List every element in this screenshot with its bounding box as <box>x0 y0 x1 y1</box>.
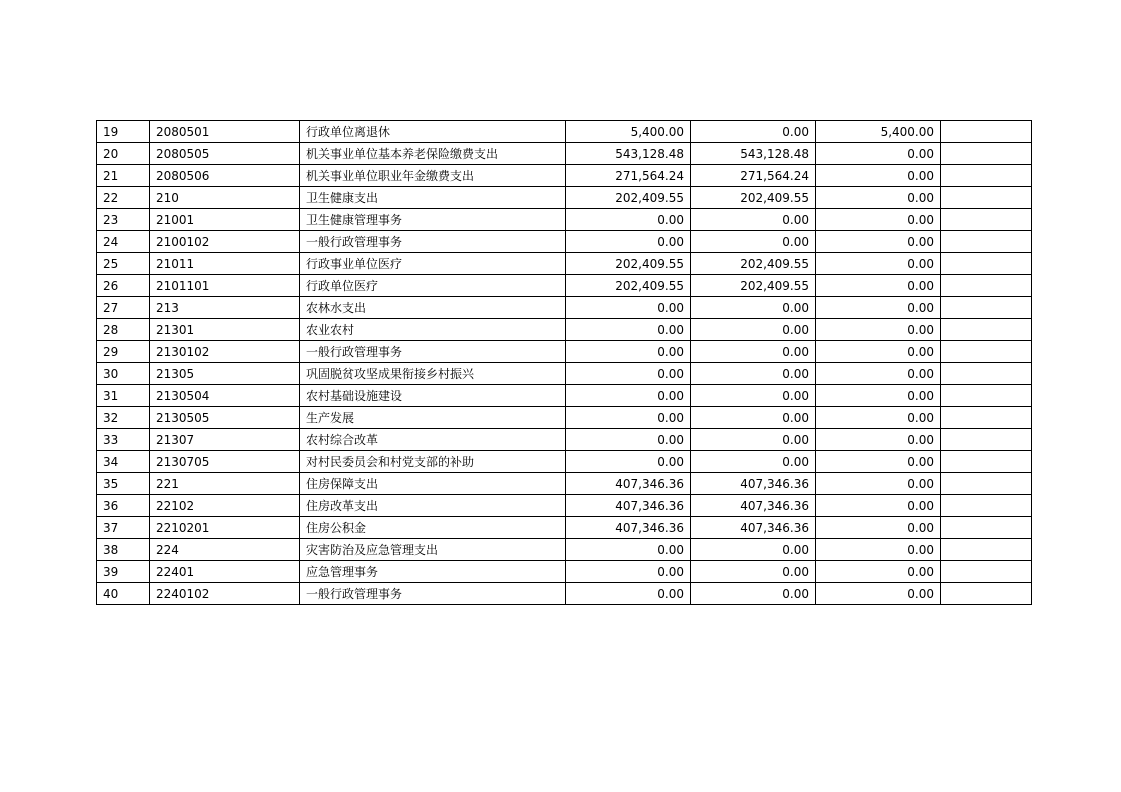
total-amount-cell: 202,409.55 <box>566 187 691 209</box>
total-amount-cell: 407,346.36 <box>566 517 691 539</box>
subject-name-cell: 行政单位离退休 <box>300 121 566 143</box>
project-expenditure-cell: 0.00 <box>816 517 941 539</box>
basic-expenditure-cell: 0.00 <box>691 583 816 605</box>
project-expenditure-cell: 0.00 <box>816 209 941 231</box>
blank-cell <box>941 517 1032 539</box>
subject-name-cell: 卫生健康管理事务 <box>300 209 566 231</box>
total-amount-cell: 0.00 <box>566 297 691 319</box>
table-row <box>97 495 1032 517</box>
row-number-cell: 40 <box>97 583 150 605</box>
basic-expenditure-cell: 0.00 <box>691 297 816 319</box>
row-number-cell: 25 <box>97 253 150 275</box>
total-amount-cell: 0.00 <box>566 407 691 429</box>
project-expenditure-cell: 0.00 <box>816 473 941 495</box>
project-expenditure-cell: 0.00 <box>816 583 941 605</box>
blank-cell <box>941 275 1032 297</box>
blank-cell <box>941 143 1032 165</box>
blank-cell <box>941 121 1032 143</box>
total-amount-cell: 5,400.00 <box>566 121 691 143</box>
total-amount-cell: 0.00 <box>566 363 691 385</box>
project-expenditure-cell: 0.00 <box>816 495 941 517</box>
subject-code-cell: 2130102 <box>150 341 300 363</box>
basic-expenditure-cell: 0.00 <box>691 429 816 451</box>
blank-cell <box>941 297 1032 319</box>
row-number-cell: 39 <box>97 561 150 583</box>
subject-name-cell: 卫生健康支出 <box>300 187 566 209</box>
total-amount-cell: 543,128.48 <box>566 143 691 165</box>
row-number-cell: 24 <box>97 231 150 253</box>
subject-name-cell: 农村综合改革 <box>300 429 566 451</box>
project-expenditure-cell: 0.00 <box>816 165 941 187</box>
basic-expenditure-cell: 0.00 <box>691 539 816 561</box>
subject-name-cell: 农业农村 <box>300 319 566 341</box>
subject-name-cell: 机关事业单位职业年金缴费支出 <box>300 165 566 187</box>
subject-code-cell: 22102 <box>150 495 300 517</box>
row-number-cell: 29 <box>97 341 150 363</box>
basic-expenditure-cell: 0.00 <box>691 561 816 583</box>
blank-cell <box>941 231 1032 253</box>
table-row <box>97 407 1032 429</box>
subject-code-cell: 21301 <box>150 319 300 341</box>
subject-name-cell: 住房改革支出 <box>300 495 566 517</box>
subject-code-cell: 213 <box>150 297 300 319</box>
total-amount-cell: 0.00 <box>566 385 691 407</box>
row-number-cell: 22 <box>97 187 150 209</box>
blank-cell <box>941 495 1032 517</box>
table-row <box>97 297 1032 319</box>
table-row <box>97 231 1032 253</box>
project-expenditure-cell: 0.00 <box>816 187 941 209</box>
blank-cell <box>941 253 1032 275</box>
project-expenditure-cell: 0.00 <box>816 275 941 297</box>
blank-cell <box>941 451 1032 473</box>
subject-name-cell: 对村民委员会和村党支部的补助 <box>300 451 566 473</box>
project-expenditure-cell: 0.00 <box>816 319 941 341</box>
table-row <box>97 385 1032 407</box>
project-expenditure-cell: 0.00 <box>816 341 941 363</box>
total-amount-cell: 407,346.36 <box>566 495 691 517</box>
subject-name-cell: 一般行政管理事务 <box>300 231 566 253</box>
blank-cell <box>941 319 1032 341</box>
subject-name-cell: 住房公积金 <box>300 517 566 539</box>
subject-code-cell: 221 <box>150 473 300 495</box>
subject-name-cell: 巩固脱贫攻坚成果衔接乡村振兴 <box>300 363 566 385</box>
subject-code-cell: 224 <box>150 539 300 561</box>
table-row <box>97 253 1032 275</box>
row-number-cell: 34 <box>97 451 150 473</box>
project-expenditure-cell: 0.00 <box>816 363 941 385</box>
total-amount-cell: 0.00 <box>566 583 691 605</box>
table-row <box>97 165 1032 187</box>
basic-expenditure-cell: 0.00 <box>691 385 816 407</box>
project-expenditure-cell: 0.00 <box>816 297 941 319</box>
basic-expenditure-cell: 407,346.36 <box>691 495 816 517</box>
project-expenditure-cell: 0.00 <box>816 231 941 253</box>
table-row <box>97 473 1032 495</box>
basic-expenditure-cell: 0.00 <box>691 363 816 385</box>
project-expenditure-cell: 0.00 <box>816 385 941 407</box>
row-number-cell: 36 <box>97 495 150 517</box>
basic-expenditure-cell: 0.00 <box>691 319 816 341</box>
blank-cell <box>941 341 1032 363</box>
project-expenditure-cell: 0.00 <box>816 429 941 451</box>
row-number-cell: 20 <box>97 143 150 165</box>
table-row <box>97 539 1032 561</box>
table-row <box>97 429 1032 451</box>
table-row <box>97 341 1032 363</box>
row-number-cell: 19 <box>97 121 150 143</box>
total-amount-cell: 0.00 <box>566 341 691 363</box>
subject-code-cell: 2130705 <box>150 451 300 473</box>
subject-name-cell: 机关事业单位基本养老保险缴费支出 <box>300 143 566 165</box>
project-expenditure-cell: 0.00 <box>816 407 941 429</box>
total-amount-cell: 202,409.55 <box>566 275 691 297</box>
basic-expenditure-cell: 543,128.48 <box>691 143 816 165</box>
row-number-cell: 26 <box>97 275 150 297</box>
blank-cell <box>941 187 1032 209</box>
row-number-cell: 23 <box>97 209 150 231</box>
subject-name-cell: 农林水支出 <box>300 297 566 319</box>
row-number-cell: 38 <box>97 539 150 561</box>
subject-name-cell: 一般行政管理事务 <box>300 341 566 363</box>
subject-code-cell: 21307 <box>150 429 300 451</box>
row-number-cell: 30 <box>97 363 150 385</box>
row-number-cell: 35 <box>97 473 150 495</box>
table-row <box>97 583 1032 605</box>
table-row <box>97 561 1032 583</box>
basic-expenditure-cell: 0.00 <box>691 341 816 363</box>
subject-code-cell: 21001 <box>150 209 300 231</box>
basic-expenditure-cell: 202,409.55 <box>691 253 816 275</box>
total-amount-cell: 0.00 <box>566 429 691 451</box>
total-amount-cell: 0.00 <box>566 209 691 231</box>
project-expenditure-cell: 0.00 <box>816 143 941 165</box>
table-row <box>97 451 1032 473</box>
blank-cell <box>941 473 1032 495</box>
subject-name-cell: 行政单位医疗 <box>300 275 566 297</box>
subject-name-cell: 一般行政管理事务 <box>300 583 566 605</box>
budget-expenditure-table <box>96 120 1032 605</box>
total-amount-cell: 407,346.36 <box>566 473 691 495</box>
table-row <box>97 121 1032 143</box>
basic-expenditure-cell: 202,409.55 <box>691 187 816 209</box>
blank-cell <box>941 539 1032 561</box>
blank-cell <box>941 209 1032 231</box>
table-row <box>97 187 1032 209</box>
subject-name-cell: 生产发展 <box>300 407 566 429</box>
row-number-cell: 28 <box>97 319 150 341</box>
project-expenditure-cell: 0.00 <box>816 561 941 583</box>
blank-cell <box>941 429 1032 451</box>
subject-name-cell: 灾害防治及应急管理支出 <box>300 539 566 561</box>
row-number-cell: 21 <box>97 165 150 187</box>
total-amount-cell: 202,409.55 <box>566 253 691 275</box>
subject-code-cell: 2240102 <box>150 583 300 605</box>
row-number-cell: 31 <box>97 385 150 407</box>
basic-expenditure-cell: 271,564.24 <box>691 165 816 187</box>
basic-expenditure-cell: 0.00 <box>691 451 816 473</box>
project-expenditure-cell: 0.00 <box>816 539 941 561</box>
subject-code-cell: 2080506 <box>150 165 300 187</box>
table-row <box>97 275 1032 297</box>
row-number-cell: 33 <box>97 429 150 451</box>
row-number-cell: 37 <box>97 517 150 539</box>
row-number-cell: 32 <box>97 407 150 429</box>
subject-code-cell: 21011 <box>150 253 300 275</box>
table-row <box>97 209 1032 231</box>
total-amount-cell: 0.00 <box>566 451 691 473</box>
subject-name-cell: 住房保障支出 <box>300 473 566 495</box>
blank-cell <box>941 407 1032 429</box>
basic-expenditure-cell: 0.00 <box>691 231 816 253</box>
subject-code-cell: 2130505 <box>150 407 300 429</box>
basic-expenditure-cell: 0.00 <box>691 209 816 231</box>
table-row <box>97 143 1032 165</box>
project-expenditure-cell: 0.00 <box>816 451 941 473</box>
total-amount-cell: 0.00 <box>566 319 691 341</box>
subject-code-cell: 2080505 <box>150 143 300 165</box>
basic-expenditure-cell: 202,409.55 <box>691 275 816 297</box>
subject-name-cell: 行政事业单位医疗 <box>300 253 566 275</box>
project-expenditure-cell: 0.00 <box>816 253 941 275</box>
subject-code-cell: 21305 <box>150 363 300 385</box>
total-amount-cell: 271,564.24 <box>566 165 691 187</box>
subject-code-cell: 2080501 <box>150 121 300 143</box>
subject-code-cell: 2210201 <box>150 517 300 539</box>
project-expenditure-cell: 5,400.00 <box>816 121 941 143</box>
subject-name-cell: 农村基础设施建设 <box>300 385 566 407</box>
basic-expenditure-cell: 407,346.36 <box>691 517 816 539</box>
blank-cell <box>941 561 1032 583</box>
total-amount-cell: 0.00 <box>566 539 691 561</box>
subject-code-cell: 22401 <box>150 561 300 583</box>
blank-cell <box>941 583 1032 605</box>
basic-expenditure-cell: 407,346.36 <box>691 473 816 495</box>
basic-expenditure-cell: 0.00 <box>691 121 816 143</box>
blank-cell <box>941 363 1032 385</box>
total-amount-cell: 0.00 <box>566 561 691 583</box>
table-body <box>97 121 1032 605</box>
subject-code-cell: 2101101 <box>150 275 300 297</box>
subject-code-cell: 2130504 <box>150 385 300 407</box>
total-amount-cell: 0.00 <box>566 231 691 253</box>
row-number-cell: 27 <box>97 297 150 319</box>
basic-expenditure-cell: 0.00 <box>691 407 816 429</box>
table-row <box>97 363 1032 385</box>
subject-code-cell: 2100102 <box>150 231 300 253</box>
subject-name-cell: 应急管理事务 <box>300 561 566 583</box>
table-row <box>97 517 1032 539</box>
blank-cell <box>941 385 1032 407</box>
subject-code-cell: 210 <box>150 187 300 209</box>
blank-cell <box>941 165 1032 187</box>
table-row <box>97 319 1032 341</box>
